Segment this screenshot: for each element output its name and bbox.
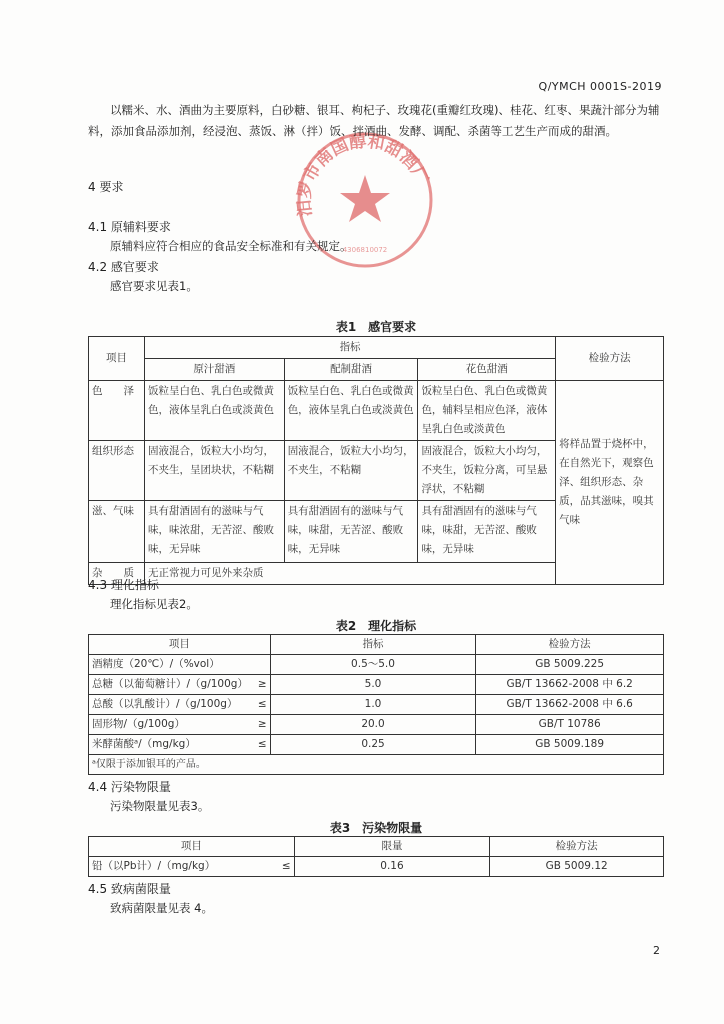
table1-row-item: 组织形态 [89,441,145,501]
table1-row-item: 滋、气味 [89,501,145,563]
intro-paragraph: 以糯米、水、酒曲为主要原料，白砂糖、银耳、枸杞子、玫瑰花(重瓣红玫瑰)、桂花、红枣、果蔬汁部分为辅料，添加食品添加剂，经浸泡、蒸饭、淋（拌）饭、拌酒曲、发酵、调配、杀菌等工艺生产而成的甜酒。 [88,103,660,138]
seal-text: 汨罗市南国醇和甜酒厂 [294,131,432,218]
table3-row-item [89,857,295,877]
table1-cell: 无正常视力可见外来杂质 [144,563,555,585]
comparison-symbol: ≥ [257,718,267,730]
section-4-5-title: 4.5 致病菌限量 [88,882,171,896]
section-4-1-body: 原辅料应符合相应的食品安全标准和有关规定。 [110,239,352,253]
section-4-3-body: 理化指标见表2。 [110,597,198,611]
table3-header-method: 检验方法 [490,837,664,857]
table2-item-label: 总糖（以葡萄糖计）/（g/100g） [92,678,248,690]
section-4-3-title: 4.3 理化指标 [88,578,159,592]
table1-header-index: 指标 [144,337,555,359]
table1-cell: 饭粒呈白色、乳白色或微黄色，辅料呈相应色泽，液体呈乳白色或淡黄色 [418,381,556,441]
table1-cell: 具有甜酒固有的滋味与气味，味浓甜，无苦涩、酸败味，无异味 [144,501,284,563]
table2-item-label: 固形物/（g/100g） [92,718,185,730]
table1-cell: 固液混合，饭粒大小均匀，不夹生，不粘糊 [284,441,418,501]
table2-header-item: 项目 [89,635,271,655]
table1-row-item: 色 泽 [89,381,145,441]
section-4-4-body: 污染物限量见表3。 [110,799,210,813]
comparison-symbol: ≤ [257,738,267,750]
table2-header-index: 指标 [270,635,476,655]
table2-item-label: 总酸（以乳酸计）/（g/100g） [92,698,238,710]
table1-cell: 具有甜酒固有的滋味与气味，味甜，无苦涩、酸败味，无异味 [418,501,556,563]
sensory-table [88,336,664,585]
section-4-5-body: 致病菌限量见表 4。 [110,901,213,915]
table1-header-col2: 配制甜酒 [284,359,418,381]
table2-row-item [89,675,271,695]
table1-header-item: 项目 [89,337,145,381]
table3-caption: 表3 污染物限量 [329,821,423,835]
table3-header-limit: 限量 [294,837,490,857]
comparison-symbol: ≤ [257,698,267,710]
table2-index-cell: 5.0 [270,675,476,695]
page-number: 2 [653,944,660,957]
table2-method-cell: GB 5009.189 [476,735,664,755]
table2-item-label: 酒精度（20℃）/（%vol） [92,658,220,670]
table-row [89,675,664,695]
table-row [89,695,664,715]
table-row [89,715,664,735]
table2-row-item [89,695,271,715]
table-row [89,735,664,755]
table2-method-cell: GB/T 13662-2008 中 6.2 [476,675,664,695]
table1-method-cell: 将样品置于烧杯中，在自然光下，观察色泽、组织形态、杂质，品其滋味，嗅其气味 [556,381,664,585]
comparison-symbol: ≤ [281,860,291,872]
table2-index-cell: 20.0 [270,715,476,735]
section-4-1-title: 4.1 原辅料要求 [88,220,171,234]
table2-row-item [89,655,271,675]
table2-note: ᵃ仅限于添加银耳的产品。 [89,755,664,775]
table2-index-cell: 0.25 [270,735,476,755]
table1-cell: 饭粒呈白色、乳白色或微黄色，液体呈乳白色或淡黄色 [144,381,284,441]
table2-row-item [89,735,271,755]
table1-cell: 具有甜酒固有的滋味与气味，味甜，无苦涩、酸败味，无异味 [284,501,418,563]
doc-code: Q/YMCH 0001S-2019 [538,80,662,93]
table1-header-col3: 花色甜酒 [418,359,556,381]
table-row [89,655,664,675]
section-4-title: 4 要求 [88,180,124,194]
table2-header-method: 检验方法 [476,635,664,655]
seal-star-icon [340,175,390,222]
section-4-4-title: 4.4 污染物限量 [88,780,171,794]
table2-method-cell: GB/T 10786 [476,715,664,735]
table-row [89,381,664,441]
table1-header-col1: 原汁甜酒 [144,359,284,381]
section-4-2-title: 4.2 感官要求 [88,260,159,274]
table1-caption: 表1 感官要求 [335,320,417,334]
table3-item-label: 铅（以Pb计）/（mg/kg） [92,860,216,872]
table1-cell: 饭粒呈白色、乳白色或微黄色，液体呈乳白色或淡黄色 [284,381,418,441]
table3-method-cell: GB 5009.12 [490,857,664,877]
table1-cell: 固液混合，饭粒大小均匀，不夹生，饭粒分离，可呈悬浮状，不粘糊 [418,441,556,501]
contaminant-table [88,836,664,877]
table2-method-cell: GB/T 13662-2008 中 6.6 [476,695,664,715]
seal-code: 4306810072 [342,246,388,254]
table3-limit-cell: 0.16 [294,857,490,877]
table2-row-item [89,715,271,735]
physicochemical-table [88,634,664,775]
table2-index-cell: 1.0 [270,695,476,715]
table1-cell: 固液混合，饭粒大小均匀，不夹生，呈团块状，不粘糊 [144,441,284,501]
table1-header-method: 检验方法 [556,337,664,381]
table2-item-label: 米酵菌酸ᵃ/（mg/kg） [92,738,196,750]
comparison-symbol: ≥ [257,678,267,690]
section-4-2-body: 感官要求见表1。 [110,279,198,293]
table2-caption: 表2 理化指标 [335,619,417,633]
table1-row-item: 杂 质 [89,563,145,585]
table2-method-cell: GB 5009.225 [476,655,664,675]
table2-index-cell: 0.5～5.0 [270,655,476,675]
table-row [89,857,664,877]
table3-header-item: 项目 [89,837,295,857]
